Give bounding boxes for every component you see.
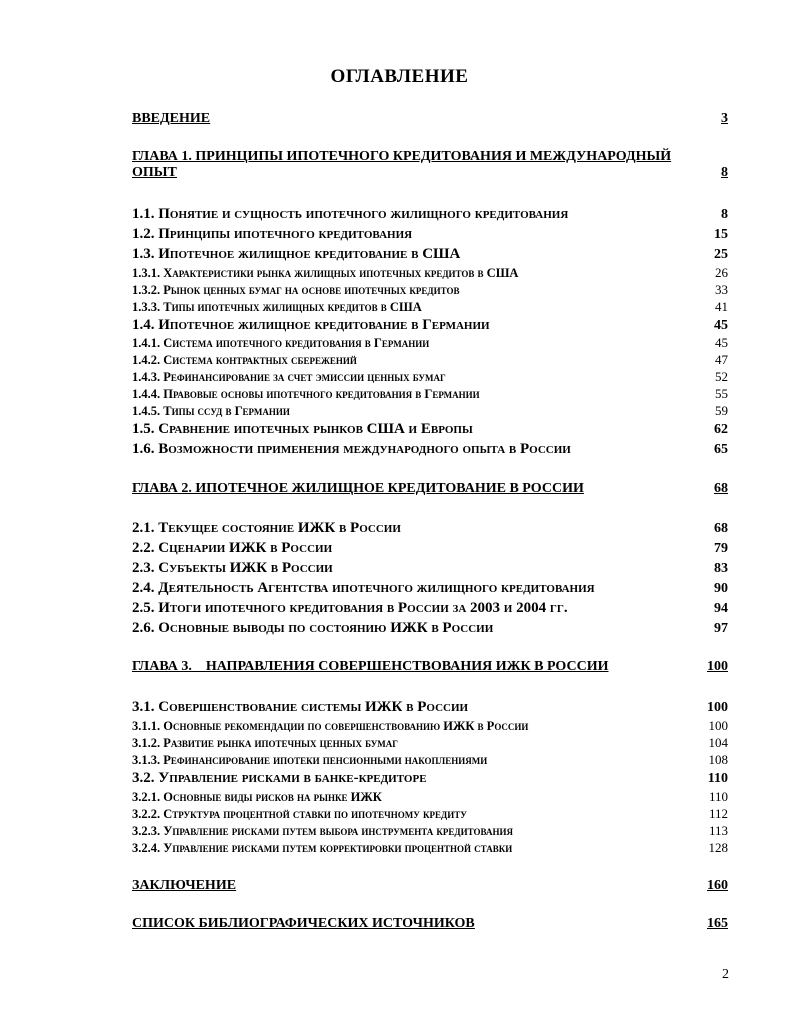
toc-entry-title: 2.6. Основные выводы по состоянию ИЖК в России [132,620,494,636]
toc-entry-title: 1.1. Понятие и сущность ипотечного жилищного кредитования [132,206,569,222]
toc-entry-title: 3.1.3. Рефинансирование ипотеки пенсионными накоплениями [132,753,488,767]
toc-entry [132,421,728,438]
toc-entry-page: 68 [714,481,728,496]
toc-entry-title: 1.3.2. Рынок ценных бумаг на основе ипотечных кредитов [132,283,460,297]
toc-entry-page: 15 [714,227,728,242]
toc-entry-page: 68 [714,521,728,536]
toc-entry-title: 2.3. Субъекты ИЖК в России [132,560,333,576]
toc-entry [132,823,728,839]
toc-entry-chapter-2 [132,481,728,497]
toc-entry-chapter-3 [132,659,728,675]
toc-entry-title: 1.4.2. Система контрактных сбережений [132,353,357,367]
toc-entry-title: ГЛАВА 3. НАПРАВЛЕНИЯ СОВЕРШЕНСТВОВАНИЯ ИЖК В РОССИИ [132,659,609,674]
toc-entry-intro [132,111,728,127]
toc-entry-title: 1.6. Возможности применения международного опыта в России [132,441,571,457]
toc-entry [132,386,728,402]
toc-entry-page: 26 [715,265,728,280]
toc-entry-title: ГЛАВА 1. ПРИНЦИПЫ ИПОТЕЧНОГО КРЕДИТОВАНИЯ И МЕЖДУНАРОДНЫЙ [132,149,672,164]
toc-entry-title: 3.2.4. Управление рисками путем корректировки процентной ставки [132,841,513,855]
toc-entry-page: 100 [708,718,728,733]
toc-entry-page: 55 [715,386,728,401]
toc-entry [132,620,728,637]
toc-entry [132,580,728,597]
toc-entry-title: 2.1. Текущее состояние ИЖК в России [132,520,401,536]
toc-entry-title: 3.1.2. Развитие рынка ипотечных ценных бумаг [132,736,399,750]
toc-entry-page: 83 [714,561,728,576]
toc-entry [132,369,728,385]
toc-entry [132,699,728,716]
toc-entry [132,840,728,856]
toc-entry-title: 3.2. Управление рисками в банке-кредиторе [132,770,427,786]
toc-entry [132,600,728,617]
toc-entry-title: 2.2. Сценарии ИЖК в России [132,540,333,556]
toc-entry-title: 2.4. Деятельность Агентства ипотечного жилищного кредитования [132,580,595,596]
toc-entry-page: 108 [708,752,728,767]
toc-entry-page: 90 [714,581,728,596]
toc-entry-page: 97 [714,621,728,636]
toc-entry [132,403,728,419]
toc-entry-title: 1.4.5. Типы ссуд в Германии [132,404,290,418]
toc-entry-page: 110 [708,789,728,804]
toc-entry [132,718,728,734]
toc-entry-title: ГЛАВА 2. ИПОТЕЧНОЕ ЖИЛИЩНОЕ КРЕДИТОВАНИЕ В РОССИИ [132,481,584,496]
toc-entry-title: СПИСОК БИБЛИОГРАФИЧЕСКИХ ИСТОЧНИКОВ [132,916,475,931]
toc-entry-page: 8 [721,207,728,222]
toc-entry-title: ВВЕДЕНИЕ [132,111,211,126]
toc-entry-title: 1.4.3. Рефинансирование за счет эмиссии ценных бумаг [132,370,446,384]
toc-entry-title: 3.1. Совершенствование системы ИЖК в России [132,699,469,715]
toc-entry-page: 94 [714,601,728,616]
toc-entry-page: 112 [708,806,728,821]
toc-entry [132,246,728,263]
toc-entry-page: 165 [707,916,728,931]
toc-entry [132,735,728,751]
toc-entry [132,560,728,577]
toc-entry [132,265,728,281]
toc-entry-page: 79 [714,541,728,556]
toc-entry-title: 1.3.1. Характеристики рынка жилищных ипотечных кредитов в США [132,266,519,280]
page-title: ОГЛАВЛЕНИЕ [330,66,469,87]
toc-entry [132,752,728,768]
page-number: 2 [722,967,729,982]
toc-entry-page: 47 [715,352,728,367]
toc-entry-page: 3 [721,111,728,126]
toc-entry-page: 33 [715,282,728,297]
toc-entry-bibliography [132,916,728,932]
toc-entry [132,226,728,243]
toc-entry [132,789,728,805]
toc-entry-page: 104 [708,735,728,750]
toc-entry-title: ЗАКЛЮЧЕНИЕ [132,878,237,893]
toc-entry-title: 1.5. Сравнение ипотечных рынков США и Европы [132,421,473,437]
toc-entry-page: 52 [715,369,728,384]
toc-entry-title: 3.1.1. Основные рекомендации по совершенствованию ИЖК в России [132,719,529,733]
toc-entry [132,299,728,315]
toc-entry-title: 1.4.4. Правовые основы ипотечного кредитования в Германии [132,387,480,401]
toc-entry-page: 65 [714,442,728,457]
toc-entry [132,317,728,334]
toc-entry [132,282,728,298]
toc-entry [132,540,728,557]
toc-entry-page: 41 [715,299,728,314]
toc-entry-page: 100 [707,659,728,674]
toc-entry-conclusion [132,878,728,894]
toc-entry-title: 2.5. Итоги ипотечного кредитования в России за 2003 и 2004 гг. [132,600,568,616]
toc-entry-page: 45 [715,335,728,350]
toc-entry [132,352,728,368]
toc-entry-page: 8 [721,165,728,180]
toc-entry-page: 128 [708,840,728,855]
toc-entry-title: 3.2.2. Структура процентной ставки по ипотечному кредиту [132,807,467,821]
toc-entry-title: 1.4. Ипотечное жилищное кредитование в Германии [132,317,490,333]
toc-entry-title: 1.2. Принципы ипотечного кредитования [132,226,413,242]
toc-entry-title: 1.4.1. Система ипотечного кредитования в Германии [132,336,430,350]
toc-entry [132,806,728,822]
toc-entry-page: 59 [715,403,728,418]
toc-entry-page: 113 [708,823,728,838]
toc-entry-page: 160 [707,878,728,893]
toc-entry [132,206,728,223]
toc-entry [132,520,728,537]
toc-entry-chapter-1 [132,149,728,181]
toc-entry [132,441,728,458]
toc-entry-page: 62 [714,422,728,437]
toc-entry-page: 100 [707,700,728,715]
toc-entry [132,335,728,351]
toc-entry-page: 45 [714,318,728,333]
toc-entry-title: 3.2.3. Управление рисками путем выбора инструмента кредитования [132,824,513,838]
toc-entry-title: 1.3.3. Типы ипотечных жилищных кредитов в США [132,300,422,314]
toc-entry-page: 25 [714,247,728,262]
toc-entry-page: 110 [707,771,728,786]
toc-entry-title-continued: ОПЫТ [132,165,177,180]
toc-entry [132,770,728,787]
toc-entry-title: 1.3. Ипотечное жилищное кредитование в США [132,246,461,262]
toc-entry-title: 3.2.1. Основные виды рисков на рынке ИЖК [132,790,382,804]
